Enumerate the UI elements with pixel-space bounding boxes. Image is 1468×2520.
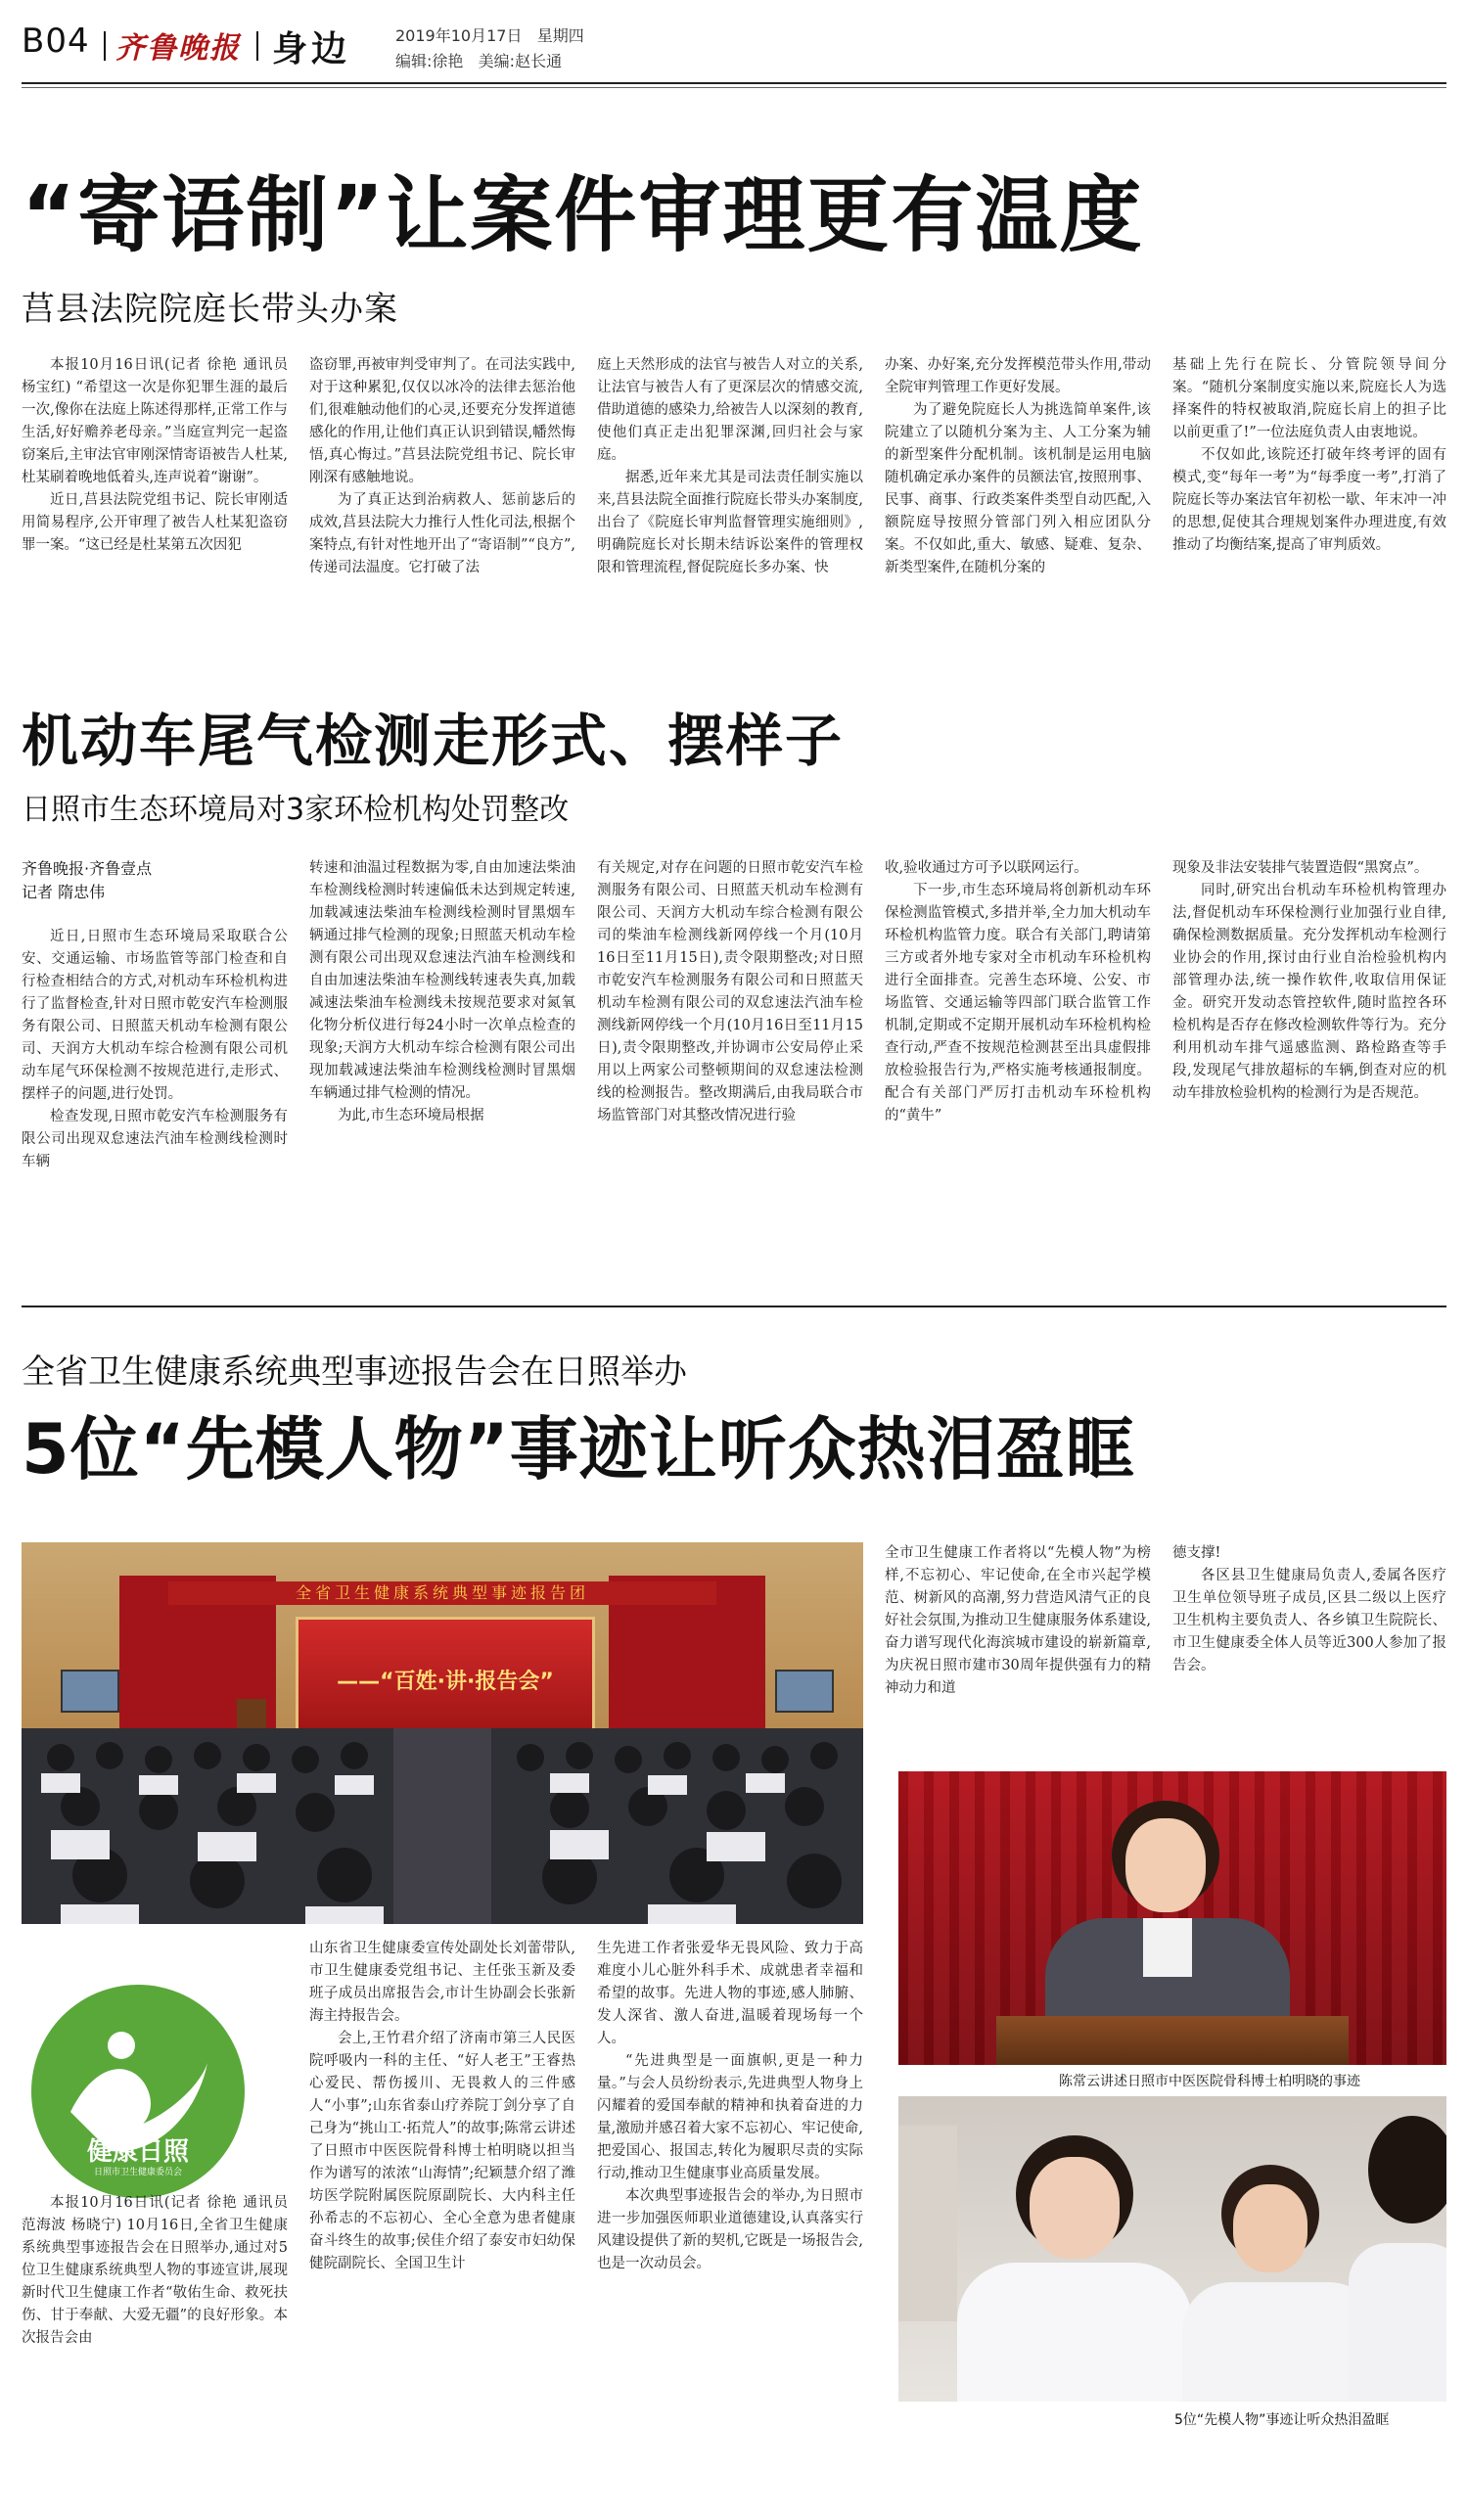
designer: 美编:赵长通	[478, 52, 563, 70]
paragraph: 为此,市生态环境局根据	[338, 1108, 484, 1123]
listener-left-edge	[898, 2126, 957, 2321]
listener-3-body	[1349, 2243, 1446, 2402]
paragraph: 本次典型事迹报告会的举办,为日照市进一步加强医师职业道德建设,认真落实行风建设提供了新的契机,它既是一场报告会,也是一次动员会。	[597, 2188, 863, 2271]
speaker-face	[1125, 1818, 1206, 1912]
photo-listeners	[898, 2096, 1446, 2402]
header-divider-1	[104, 31, 106, 61]
listener-3-hair	[1368, 2116, 1446, 2223]
screen-text: ——“百姓·讲·报告会”	[337, 1670, 554, 1694]
brand-logo: 齐鲁晚报	[115, 31, 241, 66]
article2-col-4	[885, 857, 1151, 1278]
article2-title: 机动车尾气检测走形式、摆样子	[22, 708, 845, 774]
byline-outlet: 齐鲁晚报·齐鲁壹点	[22, 859, 153, 878]
paragraph: 近日,莒县法院党组书记、院长审刚适用简易程序,公开审理了被告人杜某犯盗窃罪一案。“这已经是杜某第五次因犯	[22, 492, 288, 553]
article1-title: “寄语制”让案件审理更有温度	[22, 167, 1144, 263]
article3-kicker: 全省卫生健康系统典型事迹报告会在日照举办	[22, 1352, 687, 1392]
article1-col-5	[1172, 354, 1446, 677]
article1-col-1	[22, 354, 288, 677]
paragraph: “先进典型是一面旗帜,更是一种力量。”与会人员纷纷表示,先进典型人物身上闪耀着的爱国奉献的精神和执着奋进的力量,激励并感召着大家不忘初心、牢记使命,把爱国心、报国志,转化为履职尽责的实际行动,推动卫生健康事业高质量发展。	[597, 2053, 863, 2181]
lectern	[996, 2016, 1349, 2065]
paragraph: 转速和油温过程数据为零,自由加速法柴油车检测线检测时转速偏低未达到规定转速,加载减速法柴油车检测线检测时冒黑烟车辆通过排气检测的现象;日照蓝天机动车检测有限公司出现双怠速法汽油车检测线和自由加速法柴油车检测线转速表失真,加载减速法柴油车检测线未按规范要求对氮氧化物分析仪进行每24小时一次单点检查的现象;天润方大机动车综合检测有限公司出现加载减速法柴油车检测线检测时冒黑烟车辆通过排气检测的情况。	[309, 860, 575, 1101]
paragraph: 现象及非法安装排气装置造假“黑窝点”。	[1172, 860, 1429, 876]
paragraph: 有关规定,对存在问题的日照市乾安汽车检测服务有限公司、日照蓝天机动车检测有限公司、天润方大机动车综合检测有限公司的柴油车检测线新网停线一个月(10月16日至11月15日),责令限期整改;对日照市乾安汽车检测服务有限公司和日照蓝天机动车检测有限公司的双怠速法汽油车检测线新网停线一个月(10月16日至11月15日),责令限期整改,并协调市公安局停止采用以上两家公司整顿期间的双怠速法检测线的检测报告。整改期满后,由我局联合市场监管部门对其整改情况进行验	[597, 860, 863, 1123]
article3-title: 5位“先模人物”事迹让听众热泪盈眶	[22, 1409, 1135, 1489]
page-code: B04	[22, 22, 90, 61]
jiankang-rizhao-logo	[31, 1985, 245, 2198]
article2-subtitle: 日照市生态环境局对3家环检机构处罚整改	[22, 793, 570, 827]
article2-col-2	[309, 857, 575, 1278]
audience	[22, 1728, 863, 1924]
listener-1-face	[1030, 2157, 1120, 2259]
photo-auditorium	[22, 1542, 863, 1924]
header-editors	[395, 49, 562, 71]
paragraph: 办案、办好案,充分发挥模范带头作用,带动全院审判管理工作更好发展。	[885, 357, 1151, 395]
paragraph: 庭上天然形成的法官与被告人对立的关系,让法官与被告人有了更深层次的情感交流,借助道德的感染力,给被告人以深刻的教育,使他们真正走出犯罪深渊,回归社会与家庭。	[597, 357, 863, 463]
speaker-collar	[1143, 1918, 1192, 1977]
photo-speaker	[898, 1771, 1446, 2065]
article2-col-5	[1172, 857, 1446, 1278]
header-rule	[22, 82, 1446, 84]
logo-text: 健康日照	[86, 2137, 189, 2167]
article3-col-left	[22, 2192, 288, 2507]
header-divider-2	[256, 31, 258, 61]
paragraph: 近日,日照市生态环境局采取联合公安、交通运输、市场监管等部门检查和自行检查相结合的方式,对机动车环检机构进行了监督检查,针对日照市乾安汽车检测服务有限公司、日照蓝天机动车检测有限公司、天润方大机动车综合检测有限公司机动车尾气环保检测不按规范进行,走形式、摆样子的问题,进行处罚。	[22, 929, 288, 1102]
article3-col-r2	[1172, 1542, 1446, 1762]
article1-col-2	[309, 354, 575, 677]
paragraph: 不仅如此,该院还打破年终考评的固有模式,变“每年一考”为“每季度一考”,打消了院庭长等办案法官年初松一歇、年末冲一冲的思想,促使其合理规划案件办理进度,有效推动了均衡结案,提高了审判质效。	[1172, 447, 1446, 553]
header-rule-thin	[22, 87, 1446, 88]
paragraph: 全市卫生健康工作者将以“先模人物”为榜样,不忘初心、牢记使命,在全市兴起学模范、树新风的高潮,努力营造风清气正的良好社会氛围,为推动卫生健康服务体系建设,奋力谱写现代化海滨城市建设的崭新篇章,为庆祝日照市建市30周年提供强有力的精神动力和道	[885, 1545, 1151, 1696]
section-name: 身边	[272, 29, 351, 69]
article2-col-3	[597, 857, 863, 1278]
paragraph: 德支撑!	[1172, 1545, 1221, 1561]
article3-col-mid1	[309, 1938, 575, 2507]
listener-1-body	[957, 2263, 1192, 2402]
article2-byline	[22, 857, 152, 904]
paragraph: 各区县卫生健康局负责人,委属各医疗卫生单位领导班子成员,区县二级以上医疗卫生机构主要负责人、各乡镇卫生院院长、市卫生健康委全体人员等近300人参加了报告会。	[1172, 1568, 1446, 1673]
byline-reporter: 记者 隋忠伟	[22, 883, 106, 901]
article1-col-4	[885, 354, 1151, 677]
paragraph: 会上,王竹君介绍了济南市第三人民医院呼吸内一科的主任、“好人老王”王睿热心爱民、帮伤援川、无畏救人的三件感人“小事”;山东省泰山疗养院丁剑分享了自己身为“挑山工·拓荒人”的故事;陈常云讲述了日照市中医医院骨科博士柏明晓以担当作为谱写的浓浓“山海情”;纪颖慧介绍了潍坊医学院附属医院原副院长、大内科主任孙希志的不忘初心、全心全意为患者健康奋斗终生的故事;侯佳介绍了泰安市妇幼保健院副院长、全国卫生计	[309, 2031, 575, 2271]
stage-screen	[296, 1617, 595, 1744]
paragraph: 本报10月16日讯(记者 徐艳 通讯员 范海波 杨晓宁) 10月16日,全省卫生健康系统典型事迹报告会在日照举办,通过对5位卫生健康系统典型人物的事迹宣讲,展现新时代卫生健康工作者“敬佑生命、救死扶伤、甘于奉献、大爱无疆”的良好形象。本次报告会由	[22, 2195, 288, 2346]
header-date	[395, 23, 584, 46]
paragraph: 下一步,市生态环境局将创新机动车环保检测监管模式,多措并举,全力加大机动车环检机构监管力度。联合有关部门,聘请第三方或者外地专家对全市机动车环检机构进行全面排查。完善生态环境、公安、市场监管、交通运输等四部门联合监管工作机制,定期或不定期开展机动车环检机构检查行动,严查不按规范检测甚至出具虚假排放检验报告行为,严格实施考核通报制度。配合有关部门严厉打击机动车环检机构的“黄牛”	[885, 883, 1151, 1123]
article2-col-1	[22, 926, 288, 1278]
caption-speaker: 陈常云讲述日照市中医医院骨科博士柏明晓的事迹	[1059, 2074, 1360, 2089]
paragraph: 据悉,近年来尤其是司法责任制实施以来,莒县法院全面推行院庭长带头办案制度,出台了《院庭长审判监督管理实施细则》,明确院庭长对长期未结诉讼案件的管理权限和管理流程,督促院庭长多办案、快	[597, 470, 863, 575]
date: 2019年10月17日	[395, 26, 523, 45]
paragraph: 收,验收通过方可予以联网运行。	[885, 860, 1088, 876]
side-screen-left	[61, 1670, 119, 1713]
caption-listeners: 5位“先模人物”事迹让听众热泪盈眶	[1174, 2412, 1390, 2428]
article3-col-mid2	[597, 1938, 863, 2507]
article3-col-r1	[885, 1542, 1151, 1762]
logo-subtext: 日照市卫生健康委员会	[93, 2168, 182, 2177]
article2-divider	[22, 1306, 1446, 1307]
paragraph: 同时,研究出台机动车环检机构管理办法,督促机动车环保检测行业加强行业自律,确保检测数据质量。充分发挥机动车检测行业协会的作用,探讨由行业自治检验机构内部管理办法,统一操作软件,收取信用保证金。研究开发动态管控软件,随时监控各环检机构是否存在修改检测软件等行为。充分利用机动车排气遥感监测、路检路查等手段,发现尾气排放超标的车辆,倒查对应的机动车排放检验机构的检测行为是否规范。	[1172, 883, 1446, 1101]
editor: 编辑:徐艳	[395, 52, 464, 70]
article1-subtitle: 莒县法院院庭长带头办案	[22, 290, 398, 329]
paragraph: 山东省卫生健康委宣传处副处长刘蕾带队,市卫生健康委党组书记、主任张玉新及委班子成员出席报告会,市计生协副会长张新海主持报告会。	[309, 1941, 575, 2024]
listener-2-face	[1233, 2184, 1307, 2272]
weekday: 星期四	[536, 26, 584, 45]
paragraph: 基础上先行在院长、分管院领导间分案。“随机分案制度实施以来,院庭长人为选择案件的特权被取消,院庭长肩上的担子比以前更重了!”一位法庭负责人由衷地说。	[1172, 357, 1446, 440]
paragraph: 检查发现,日照市乾安汽车检测服务有限公司出现双怠速法汽油车检测线检测时车辆	[22, 1109, 288, 1169]
paragraph: 盗窃罪,再被审判受审判了。在司法实践中,对于这种累犯,仅仅以冰冷的法律去惩治他们,很难触动他们的心灵,还要充分发挥道德感化的作用,让他们真正认识到错误,幡然悔悟,真心悔过。”莒县法院党组书记、院长审刚深有感触地说。	[309, 357, 575, 485]
paragraph: 为了真正达到治病救人、惩前毖后的成效,莒县法院大力推行人性化司法,根据个案特点,有针对性地开出了“寄语制”“良方”,传递司法温度。它打破了法	[309, 492, 575, 575]
paragraph: 为了避免院庭长人为挑选简单案件,该院建立了以随机分案为主、人工分案为辅的新型案件分配机制。该机制是运用电脑随机确定承办案件的员额法官,按照刑事、民事、商事、行政类案件类型自动匹配,入额院庭导按照分管部门列入相应团队分案。不仅如此,重大、敏感、疑难、复杂、新类型案件,在随机分案的	[885, 402, 1151, 575]
stage-banner: 全省卫生健康系统典型事迹报告团	[168, 1581, 716, 1605]
article1-col-3	[597, 354, 863, 677]
side-screen-right	[775, 1670, 834, 1713]
paragraph: 生先进工作者张爱华无畏风险、致力于高难度小儿心脏外科手术、成就患者幸福和希望的故事。先进人物的事迹,感人肺腑、发人深省、激人奋进,温暖着现场每一个人。	[597, 1941, 863, 2046]
paragraph: 本报10月16日讯(记者 徐艳 通讯员 杨宝红) “希望这一次是你犯罪生涯的最后一次,像你在法庭上陈述得那样,正常工作与生活,好好赡养老母亲。”当庭宣判完一起盗窃案后,主审法官审刚深情寄语被告人杜某,杜某刷着晚地低着头,连声说着“谢谢”。	[22, 357, 288, 485]
